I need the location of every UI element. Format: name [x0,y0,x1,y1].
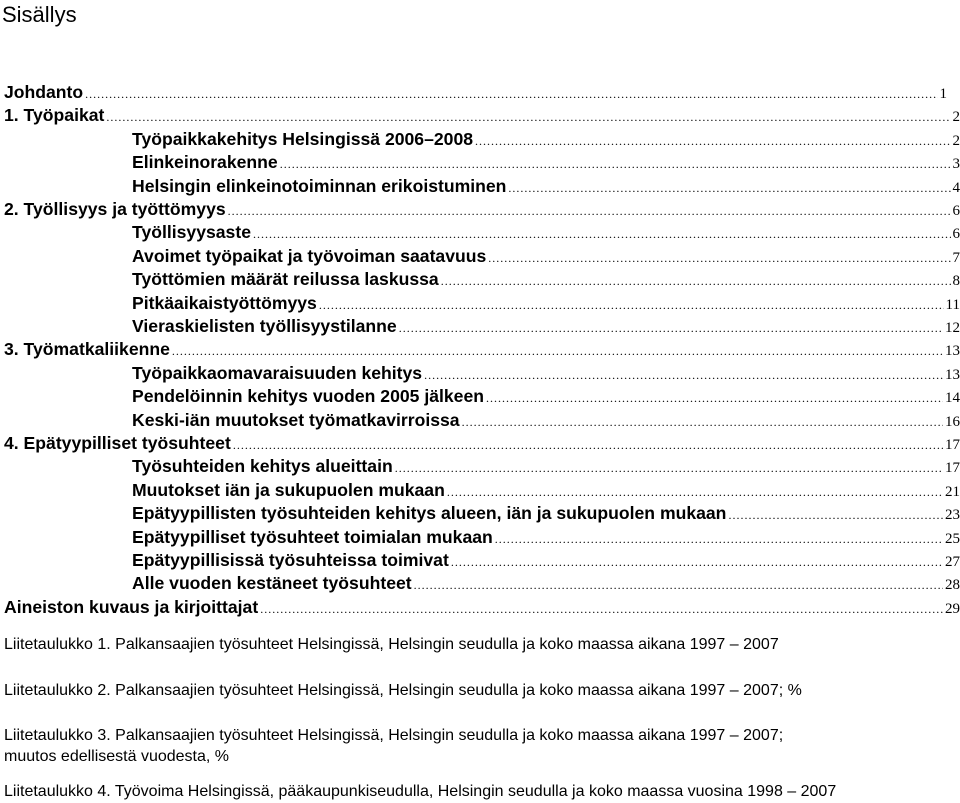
appendix-table-item [4,725,783,767]
toc-entry[interactable] [132,362,960,385]
toc-leader-dots [399,317,943,340]
toc-entry-page: 3 [952,156,960,173]
toc-entry[interactable] [132,549,960,572]
toc-entry-page: 28 [945,577,960,594]
toc-entry-label: 2. Työllisyys ja työttömyys [4,199,226,219]
toc-entry[interactable] [132,385,960,408]
toc-entry[interactable] [132,221,960,244]
toc-entry-label: Helsingin elinkeinotoiminnan erikoistuminen [132,175,507,196]
toc-entry[interactable] [132,409,960,432]
toc-leader-dots [424,364,943,387]
appendix-table-line: Liitetaulukko 2. Palkansaajien työsuhteet Helsingissä, Helsingin seudulla ja koko maassa aikana 1997 – 2007; % [4,682,802,699]
appendix-table-item [4,781,836,802]
toc-entry-label: 4. Epätyypilliset työsuhteet [4,433,231,453]
toc-leader-dots [85,83,937,106]
toc-leader-dots [260,598,943,621]
toc-leader-dots [451,551,943,574]
toc-entry[interactable] [4,596,960,619]
toc-leader-dots [495,528,943,551]
toc-entry-page: 27 [945,554,960,570]
toc-entry-page: 14 [945,390,960,407]
appendix-table-line: Liitetaulukko 4. Työvoima Helsingissä, pääkaupunkiseudulla, Helsingin seudulla ja koko maassa vuosina 1998 – 2007 [4,783,837,800]
toc-entry-label: Epätyypillisten työsuhteiden kehitys alueen, iän ja sukupuolen mukaan [132,503,727,524]
toc-entry-page: 4 [952,179,960,196]
toc-entry-page: 11 [945,296,960,313]
toc-entry-label: Avoimet työpaikat ja työvoiman saatavuus [132,245,487,266]
toc-entry-label: Epätyypillisissä työsuhteissa toimivat [132,550,449,570]
toc-entry-page: 29 [945,600,960,617]
appendix-table-line: Liitetaulukko 1. Palkansaajien työsuhteet Helsingissä, Helsingin seudulla ja koko maassa aikana 1997 – 2007 [4,636,779,653]
toc-leader-dots [488,247,950,270]
toc-entry-label: Vieraskielisten työllisyystilanne [132,316,397,336]
toc-entry-page: 1 [939,86,947,102]
toc-leader-dots [441,270,951,293]
toc-entry[interactable] [132,455,960,478]
toc-entry[interactable] [132,502,960,525]
toc-entry[interactable] [4,81,947,104]
toc-entry-label: Elinkeinorakenne [132,152,278,173]
toc-leader-dots [414,574,943,597]
appendix-table-line: muutos edellisestä vuodesta, % [4,748,230,765]
toc-leader-dots [728,504,943,527]
toc-entry-page: 21 [945,483,960,500]
toc-entry-label: Epätyypilliset työsuhteet toimialan mukaan [132,526,493,547]
toc-entry[interactable] [4,198,960,221]
toc-entry[interactable] [132,315,960,338]
appendix-table-item [4,634,779,655]
toc-entry[interactable] [132,151,960,174]
toc-entry[interactable] [132,175,960,198]
toc-entry[interactable] [132,268,960,291]
toc-entry[interactable] [4,104,960,127]
toc-entry-label: Muutokset iän ja sukupuolen mukaan [132,479,445,500]
appendix-table-line: Liitetaulukko 3. Palkansaajien työsuhteet Helsingissä, Helsingin seudulla ja koko maassa aikana 1997 – 2007; [4,727,784,744]
toc-entry-label: Työpaikkakehitys Helsingissä 2006–2008 [132,128,474,149]
toc-leader-dots [228,200,951,223]
toc-entry-page: 2 [952,109,960,126]
toc-entry-page: 12 [945,320,960,336]
toc-entry[interactable] [132,572,960,595]
page-title: Sisällys [2,2,77,27]
toc-entry-page: 7 [952,249,960,266]
toc-leader-dots [172,340,943,363]
toc-entry-label: 3. Työmatkaliikenne [4,339,170,360]
toc-leader-dots [253,223,951,246]
toc-entry-page: 16 [945,413,960,430]
toc-entry-page: 17 [945,437,960,453]
toc-entry-label: Työpaikkaomavaraisuuden kehitys [132,362,423,383]
toc-leader-dots [106,106,950,129]
toc-entry-label: Alle vuoden kestäneet työsuhteet [132,573,412,594]
toc-entry-page: 17 [945,460,960,477]
toc-entry-page: 6 [952,203,960,219]
toc-entry[interactable] [132,245,960,268]
toc-leader-dots [486,387,943,410]
toc-entry[interactable] [132,292,960,315]
toc-entry-label: Työllisyysaste [132,222,251,243]
toc-leader-dots [462,411,943,434]
toc-entry-label: Pendelöinnin kehitys vuoden 2005 jälkeen [132,386,484,407]
toc-entry[interactable] [4,338,960,361]
toc-entry-page: 13 [945,343,960,360]
toc-entry-label: 1. Työpaikat [4,105,105,126]
toc-entry-page: 13 [945,366,960,383]
appendix-table-item [4,680,802,701]
toc-leader-dots [508,177,950,200]
toc-entry-label: Keski-iän muutokset työmatkavirroissa [132,409,460,430]
toc-entry-label: Johdanto [4,82,84,102]
toc-entry-page: 6 [952,226,960,243]
toc-entry-page: 23 [945,507,960,524]
toc-leader-dots [395,457,943,480]
toc-entry-label: Työttömien määrät reilussa laskussa [132,269,439,290]
toc-entry-label: Työsuhteiden kehitys alueittain [132,456,393,477]
toc-entry[interactable] [4,432,960,455]
toc-entry-page: 8 [952,273,960,290]
toc-leader-dots [233,434,943,457]
toc-entry-label: Aineiston kuvaus ja kirjoittajat [4,596,259,617]
toc-leader-dots [447,481,943,504]
toc-leader-dots [475,130,950,153]
toc-entry-label: Pitkäaikaistyöttömyys [132,292,317,313]
toc-leader-dots [280,153,951,176]
toc-entry[interactable] [132,526,960,549]
toc-entry-page: 2 [952,132,960,149]
toc-leader-dots [319,294,944,317]
toc-entry[interactable] [132,479,960,502]
toc-entry[interactable] [132,128,960,151]
toc-entry-page: 25 [945,530,960,547]
